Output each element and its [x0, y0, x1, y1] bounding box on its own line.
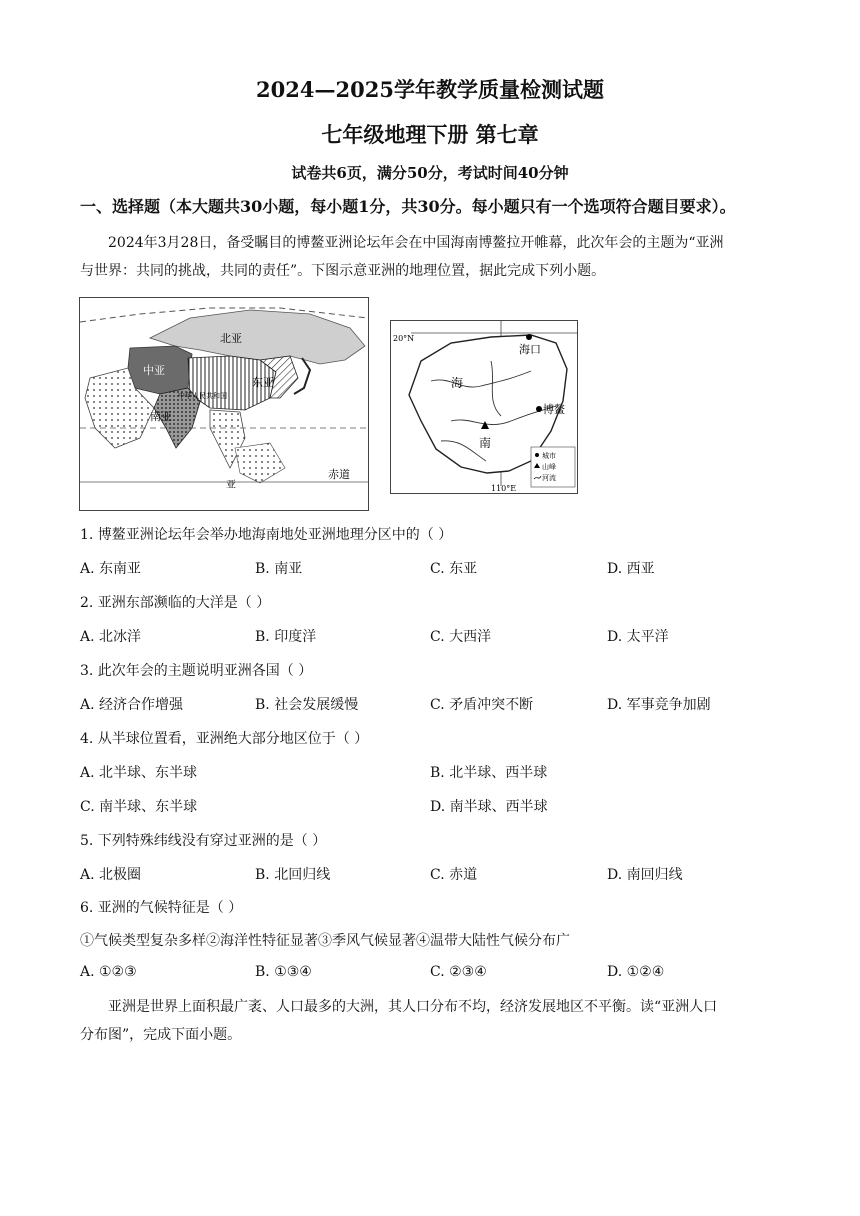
exam-subtitle: 七年级地理下册 第七章 [321, 122, 539, 147]
q4-option-b[interactable]: B. 北半球、西半球 [430, 765, 548, 781]
city-boao: 博鳌 [543, 403, 565, 416]
legend-city: 城市 [542, 452, 556, 460]
label-equator: 赤道 [328, 468, 350, 481]
q3-option-c[interactable]: C. 矛盾冲突不断 [430, 697, 534, 713]
intro-paragraph-2 [80, 993, 780, 1049]
asia-map [79, 297, 369, 511]
lon-label: 110°E [491, 484, 517, 493]
section-heading: 一、选择题（本大题共30小题，每小题1分，共30分。每小题只有一个选项符合题目要求）。 [80, 197, 736, 216]
q2-option-c[interactable]: C. 大西洋 [430, 629, 492, 645]
city-haikou: 海口 [519, 343, 541, 356]
legend-river: 河流 [542, 474, 556, 482]
q6-option-c[interactable]: C. ②③④ [430, 964, 487, 980]
intro-line-1: 2024年3月28日，备受瞩目的博鳌亚洲论坛年会在中国海南博鳌拉开帷幕，此次年会的主题为“亚洲 [108, 235, 724, 251]
q2-option-b[interactable]: B. 印度洋 [255, 629, 317, 645]
q3-option-d[interactable]: D. 军事竞争加剧 [607, 697, 711, 713]
exam-meta: 试卷共6页，满分50分，考试时间40分钟 [291, 164, 569, 182]
intro2-line-1: 亚洲是世界上面积最广袤、人口最多的大洲，其人口分布不均，经济发展地区不平衡。读“亚洲人口 [108, 999, 718, 1015]
question-4-stem: 4. 从半球位置看，亚洲绝大部分地区位于（ ） [80, 731, 369, 747]
hainan-map-graphic [391, 321, 577, 493]
label-central-asia: 中亚 [143, 364, 165, 377]
question-6-stem: 6. 亚洲的气候特征是（ ） [80, 900, 243, 916]
q5-option-c[interactable]: C. 赤道 [430, 867, 478, 883]
q3-option-a[interactable]: A. 经济合作增强 [80, 697, 184, 713]
question-2-stem: 2. 亚洲东部濒临的大洋是（ ） [80, 595, 271, 611]
q5-option-d[interactable]: D. 南回归线 [607, 867, 683, 883]
question-6-note: ①气候类型复杂多样②海洋性特征显著③季风气候显著④温带大陆性气候分布广 [80, 933, 570, 949]
lat-label: 20°N [393, 334, 415, 343]
label-east-asia: 东亚 [252, 376, 274, 389]
q6-option-d[interactable]: D. ①②④ [607, 964, 665, 980]
label-se: 亚 [226, 480, 236, 491]
legend-peak: 山峰 [542, 463, 556, 471]
q1-option-b[interactable]: B. 南亚 [255, 561, 303, 577]
intro2-line-2: 分布图”，完成下面小题。 [80, 1027, 242, 1043]
exam-title: 2024—2025学年教学质量检测试题 [256, 77, 604, 102]
q6-option-b[interactable]: B. ①③④ [255, 964, 312, 980]
asia-map-graphic [80, 298, 368, 510]
q4-option-a[interactable]: A. 北半球、东半球 [80, 765, 198, 781]
q4-option-c[interactable]: C. 南半球、东半球 [80, 799, 198, 815]
intro-line-2: 与世界：共同的挑战，共同的责任”。下图示意亚洲的地理位置，据此完成下列小题。 [80, 263, 606, 279]
q1-option-a[interactable]: A. 东南亚 [80, 561, 142, 577]
q2-option-a[interactable]: A. 北冰洋 [80, 629, 142, 645]
q1-option-d[interactable]: D. 西亚 [607, 561, 655, 577]
q5-option-a[interactable]: A. 北极圈 [80, 867, 142, 883]
question-5-stem: 5. 下列特殊纬线没有穿过亚洲的是（ ） [80, 833, 327, 849]
q4-option-d[interactable]: D. 南半球、西半球 [430, 799, 548, 815]
label-north-asia: 北亚 [220, 332, 242, 345]
label-nan: 南 [479, 436, 492, 450]
question-3-stem: 3. 此次年会的主题说明亚洲各国（ ） [80, 663, 313, 679]
intro-paragraph-1 [80, 229, 780, 285]
q6-option-a[interactable]: A. ①②③ [80, 964, 137, 980]
label-hai: 海 [451, 376, 464, 390]
q5-option-b[interactable]: B. 北回归线 [255, 867, 331, 883]
q2-option-d[interactable]: D. 太平洋 [607, 629, 669, 645]
question-1-stem: 1. 博鳌亚洲论坛年会举办地海南地处亚洲地理分区中的（ ） [80, 527, 453, 543]
hainan-map [390, 320, 578, 494]
q1-option-c[interactable]: C. 东亚 [430, 561, 478, 577]
label-china: 中华人民共和国 [178, 392, 227, 400]
label-south-asia: 南亚 [150, 410, 172, 423]
q3-option-b[interactable]: B. 社会发展缓慢 [255, 697, 359, 713]
